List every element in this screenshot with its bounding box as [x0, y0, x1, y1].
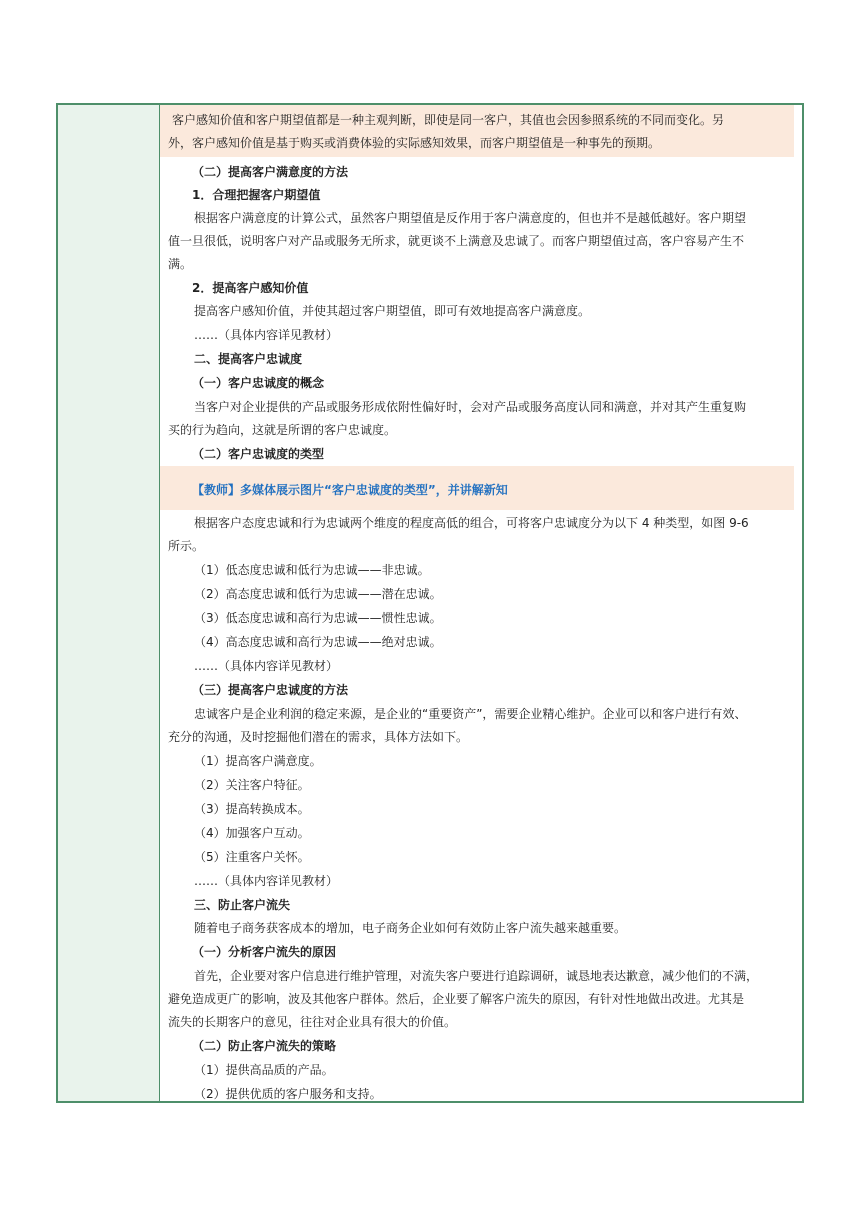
paragraph-line: 值一旦很低，说明客户对产品或服务无所求，就更谈不上满意及忠诚了。而客户期望值过高，客户容易产生不	[168, 234, 745, 248]
list-item: （2）提供优质的客户服务和支持。	[194, 1087, 382, 1101]
list-item: （1）提供高品质的产品。	[194, 1063, 334, 1077]
left-column	[58, 105, 160, 1101]
list-item: （2）高态度忠诚和低行为忠诚——潜在忠诚。	[194, 587, 442, 601]
paragraph-line: 避免造成更广的影响，波及其他客户群体。然后，企业要了解客户流失的原因，有针对性地做出改进。尤其是	[168, 992, 745, 1006]
heading-prevent-churn: 三、防止客户流失	[194, 898, 291, 912]
list-item: （4）加强客户互动。	[194, 826, 310, 840]
heading-churn-strategies: （二）防止客户流失的策略	[192, 1039, 337, 1053]
paragraph-line: 提高客户感知价值，并使其超过客户期望值，即可有效地提高客户满意度。	[194, 304, 591, 318]
list-item: （1）提高客户满意度。	[194, 754, 322, 768]
paragraph-line: 流失的长期客户的意见，往往对企业具有很大的价值。	[168, 1015, 457, 1029]
lesson-table	[56, 103, 804, 1103]
paragraph-line: 满。	[168, 257, 193, 271]
paragraph-line: 当客户对企业提供的产品或服务形成依附性偏好时，会对产品或服务高度认同和满意，并对其产生重复购	[194, 400, 747, 414]
heading-loyalty-concept: （一）客户忠诚度的概念	[192, 376, 325, 390]
heading-loyalty-types: （二）客户忠诚度的类型	[192, 447, 325, 461]
more-note: ……（具体内容详见教材）	[194, 874, 339, 888]
paragraph-line: 忠诚客户是企业利润的稳定来源，是企业的“重要资产”，需要企业精心维护。企业可以和客户进行有效、	[194, 707, 747, 721]
content-column	[160, 105, 802, 1101]
list-item: （1）低态度忠诚和低行为忠诚——非忠诚。	[194, 563, 430, 577]
list-item: （4）高态度忠诚和高行为忠诚——绝对忠诚。	[194, 635, 442, 649]
paragraph-line: 首先，企业要对客户信息进行维护管理，对流失客户要进行追踪调研，诚恳地表达歉意，减少他们的不满，	[194, 969, 759, 983]
paragraph-line: 买的行为趋向，这就是所谓的客户忠诚度。	[168, 423, 397, 437]
list-item: （3）低态度忠诚和高行为忠诚——惯性忠诚。	[194, 611, 442, 625]
list-item: （3）提高转换成本。	[194, 802, 310, 816]
list-item: （5）注重客户关怀。	[194, 850, 310, 864]
paragraph-line: 随着电子商务获客成本的增加，电子商务企业如何有效防止客户流失越来越重要。	[194, 921, 627, 935]
teacher-note: 【教师】多媒体展示图片“客户忠诚度的类型”，并讲解新知	[192, 483, 508, 497]
heading-loyalty-methods: （三）提高客户忠诚度的方法	[192, 683, 349, 697]
more-note: ……（具体内容详见教材）	[194, 328, 339, 342]
heading-satisfaction-methods: （二）提高客户满意度的方法	[192, 165, 349, 179]
subheading-perceived-value: 2．提高客户感知价值	[192, 281, 309, 295]
more-note: ……（具体内容详见教材）	[194, 659, 339, 673]
intro-line-1: 客户感知价值和客户期望值都是一种主观判断，即使是同一客户，其值也会因参照系统的不同而变化。另	[172, 113, 725, 127]
intro-line-2: 外，客户感知价值是基于购买或消费体验的实际感知效果，而客户期望值是一种事先的预期。	[168, 136, 661, 150]
list-item: （2）关注客户特征。	[194, 778, 310, 792]
paragraph-line: 充分的沟通，及时挖掘他们潜在的需求，具体方法如下。	[168, 730, 469, 744]
paragraph-line: 所示。	[168, 539, 205, 553]
heading-loyalty: 二、提高客户忠诚度	[194, 352, 303, 366]
paragraph-line: 根据客户态度忠诚和行为忠诚两个维度的程度高低的组合，可将客户忠诚度分为以下 4 种类型，如图 9-6	[194, 516, 749, 530]
heading-churn-reasons: （一）分析客户流失的原因	[192, 945, 337, 959]
subheading-expectation: 1．合理把握客户期望值	[192, 188, 321, 202]
paragraph-line: 根据客户满意度的计算公式，虽然客户期望值是反作用于客户满意度的，但也并不是越低越好。客户期望	[194, 211, 747, 225]
